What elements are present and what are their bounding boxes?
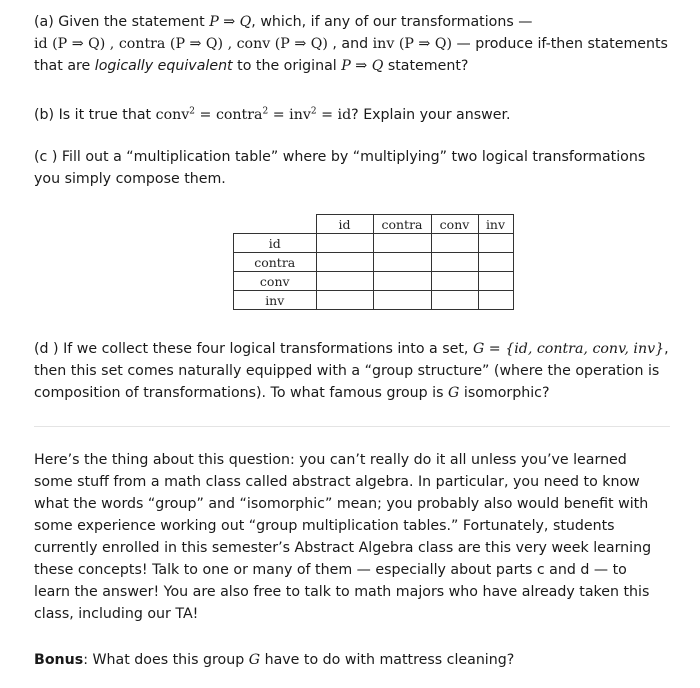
table-header-cell: inv [478, 215, 513, 234]
part-b: (b) Is it true that conv$^2$ = contra$^2$ = inv$^2$ = id? Explain your answer. [34, 106, 511, 123]
math-statement: P ⇒ Q [209, 14, 252, 30]
part-d: (d ) If we collect these four logical transformations into a set, G = {id, contra, conv, inv}, then this set comes naturally equipped with a “group structure” (where the operation is composition of transformations). To what famous group is G isomorphic? [34, 341, 669, 401]
table-row [234, 272, 514, 291]
bonus-label: Bonus [34, 652, 84, 668]
table-cell[interactable] [431, 234, 478, 253]
table-row-label: contra [234, 253, 317, 272]
math-inv: inv (P ⇒ Q) [372, 36, 452, 52]
table-cell[interactable] [373, 291, 431, 310]
table-cell[interactable] [316, 291, 373, 310]
part-c: (c ) Fill out a “multiplication table” where by “multiplying” two logical transformations you simply compose them. [34, 149, 646, 187]
table-cell[interactable] [478, 253, 513, 272]
table-header-cell: id [316, 215, 373, 234]
table-cell[interactable] [316, 234, 373, 253]
table-row-label: inv [234, 291, 317, 310]
table-cell[interactable] [373, 234, 431, 253]
table-cell[interactable] [316, 272, 373, 291]
table-corner [234, 215, 317, 234]
table-row-label: id [234, 234, 317, 253]
table-header-row [234, 215, 514, 234]
table-cell[interactable] [373, 253, 431, 272]
emphasis-logically-equivalent: logically equivalent [94, 58, 233, 74]
table-cell[interactable] [431, 272, 478, 291]
table-row [234, 291, 514, 310]
table-cell[interactable] [478, 272, 513, 291]
table-row-label: conv [234, 272, 317, 291]
math-contra: contra (P ⇒ Q) [118, 36, 224, 52]
multiplication-table [233, 214, 514, 310]
table-cell[interactable] [431, 253, 478, 272]
math-set-g: G = {id, contra, conv, inv} [472, 341, 665, 357]
bonus-question: Bonus: What does this group G have to do with mattress cleaning? [34, 652, 515, 668]
note-paragraph: Here’s the thing about this question: you can’t really do it all unless you’ve learned some stuff from a math class called abstract algebra. In particular, you need to know what the words “group” and “isomorphic” mean; you probably also would benefit with some experience working out “group multiplication tables.” Fortunately, students currently enrolled in this semester’s Abstract Algebra class are this very week learning these concepts! Talk to one or many of them — especially about parts c and d — to learn the answer! You are also free to talk to math majors who have already taken this class, including our TA! [34, 452, 652, 622]
table-cell[interactable] [316, 253, 373, 272]
table-cell[interactable] [431, 291, 478, 310]
divider [34, 426, 670, 427]
math-conv: conv (P ⇒ Q) [236, 36, 328, 52]
table-cell[interactable] [373, 272, 431, 291]
math-identity-equation: conv$^2$ = contra$^2$ = inv$^2$ = id [155, 106, 352, 123]
table-header-cell: conv [431, 215, 478, 234]
part-a: (a) Given the statement P ⇒ Q, which, if any of our transformations — id (P ⇒ Q) , contra (P ⇒ Q) , conv (P ⇒ Q) , and inv (P ⇒ Q) — produce if-then statements that are logically equivalent to the original P ⇒ Q statement? [34, 14, 668, 74]
table-cell[interactable] [478, 234, 513, 253]
table-row [234, 253, 514, 272]
math-id: id (P ⇒ Q) [34, 36, 106, 52]
table-row [234, 234, 514, 253]
table-header-cell: contra [373, 215, 431, 234]
table-cell[interactable] [478, 291, 513, 310]
